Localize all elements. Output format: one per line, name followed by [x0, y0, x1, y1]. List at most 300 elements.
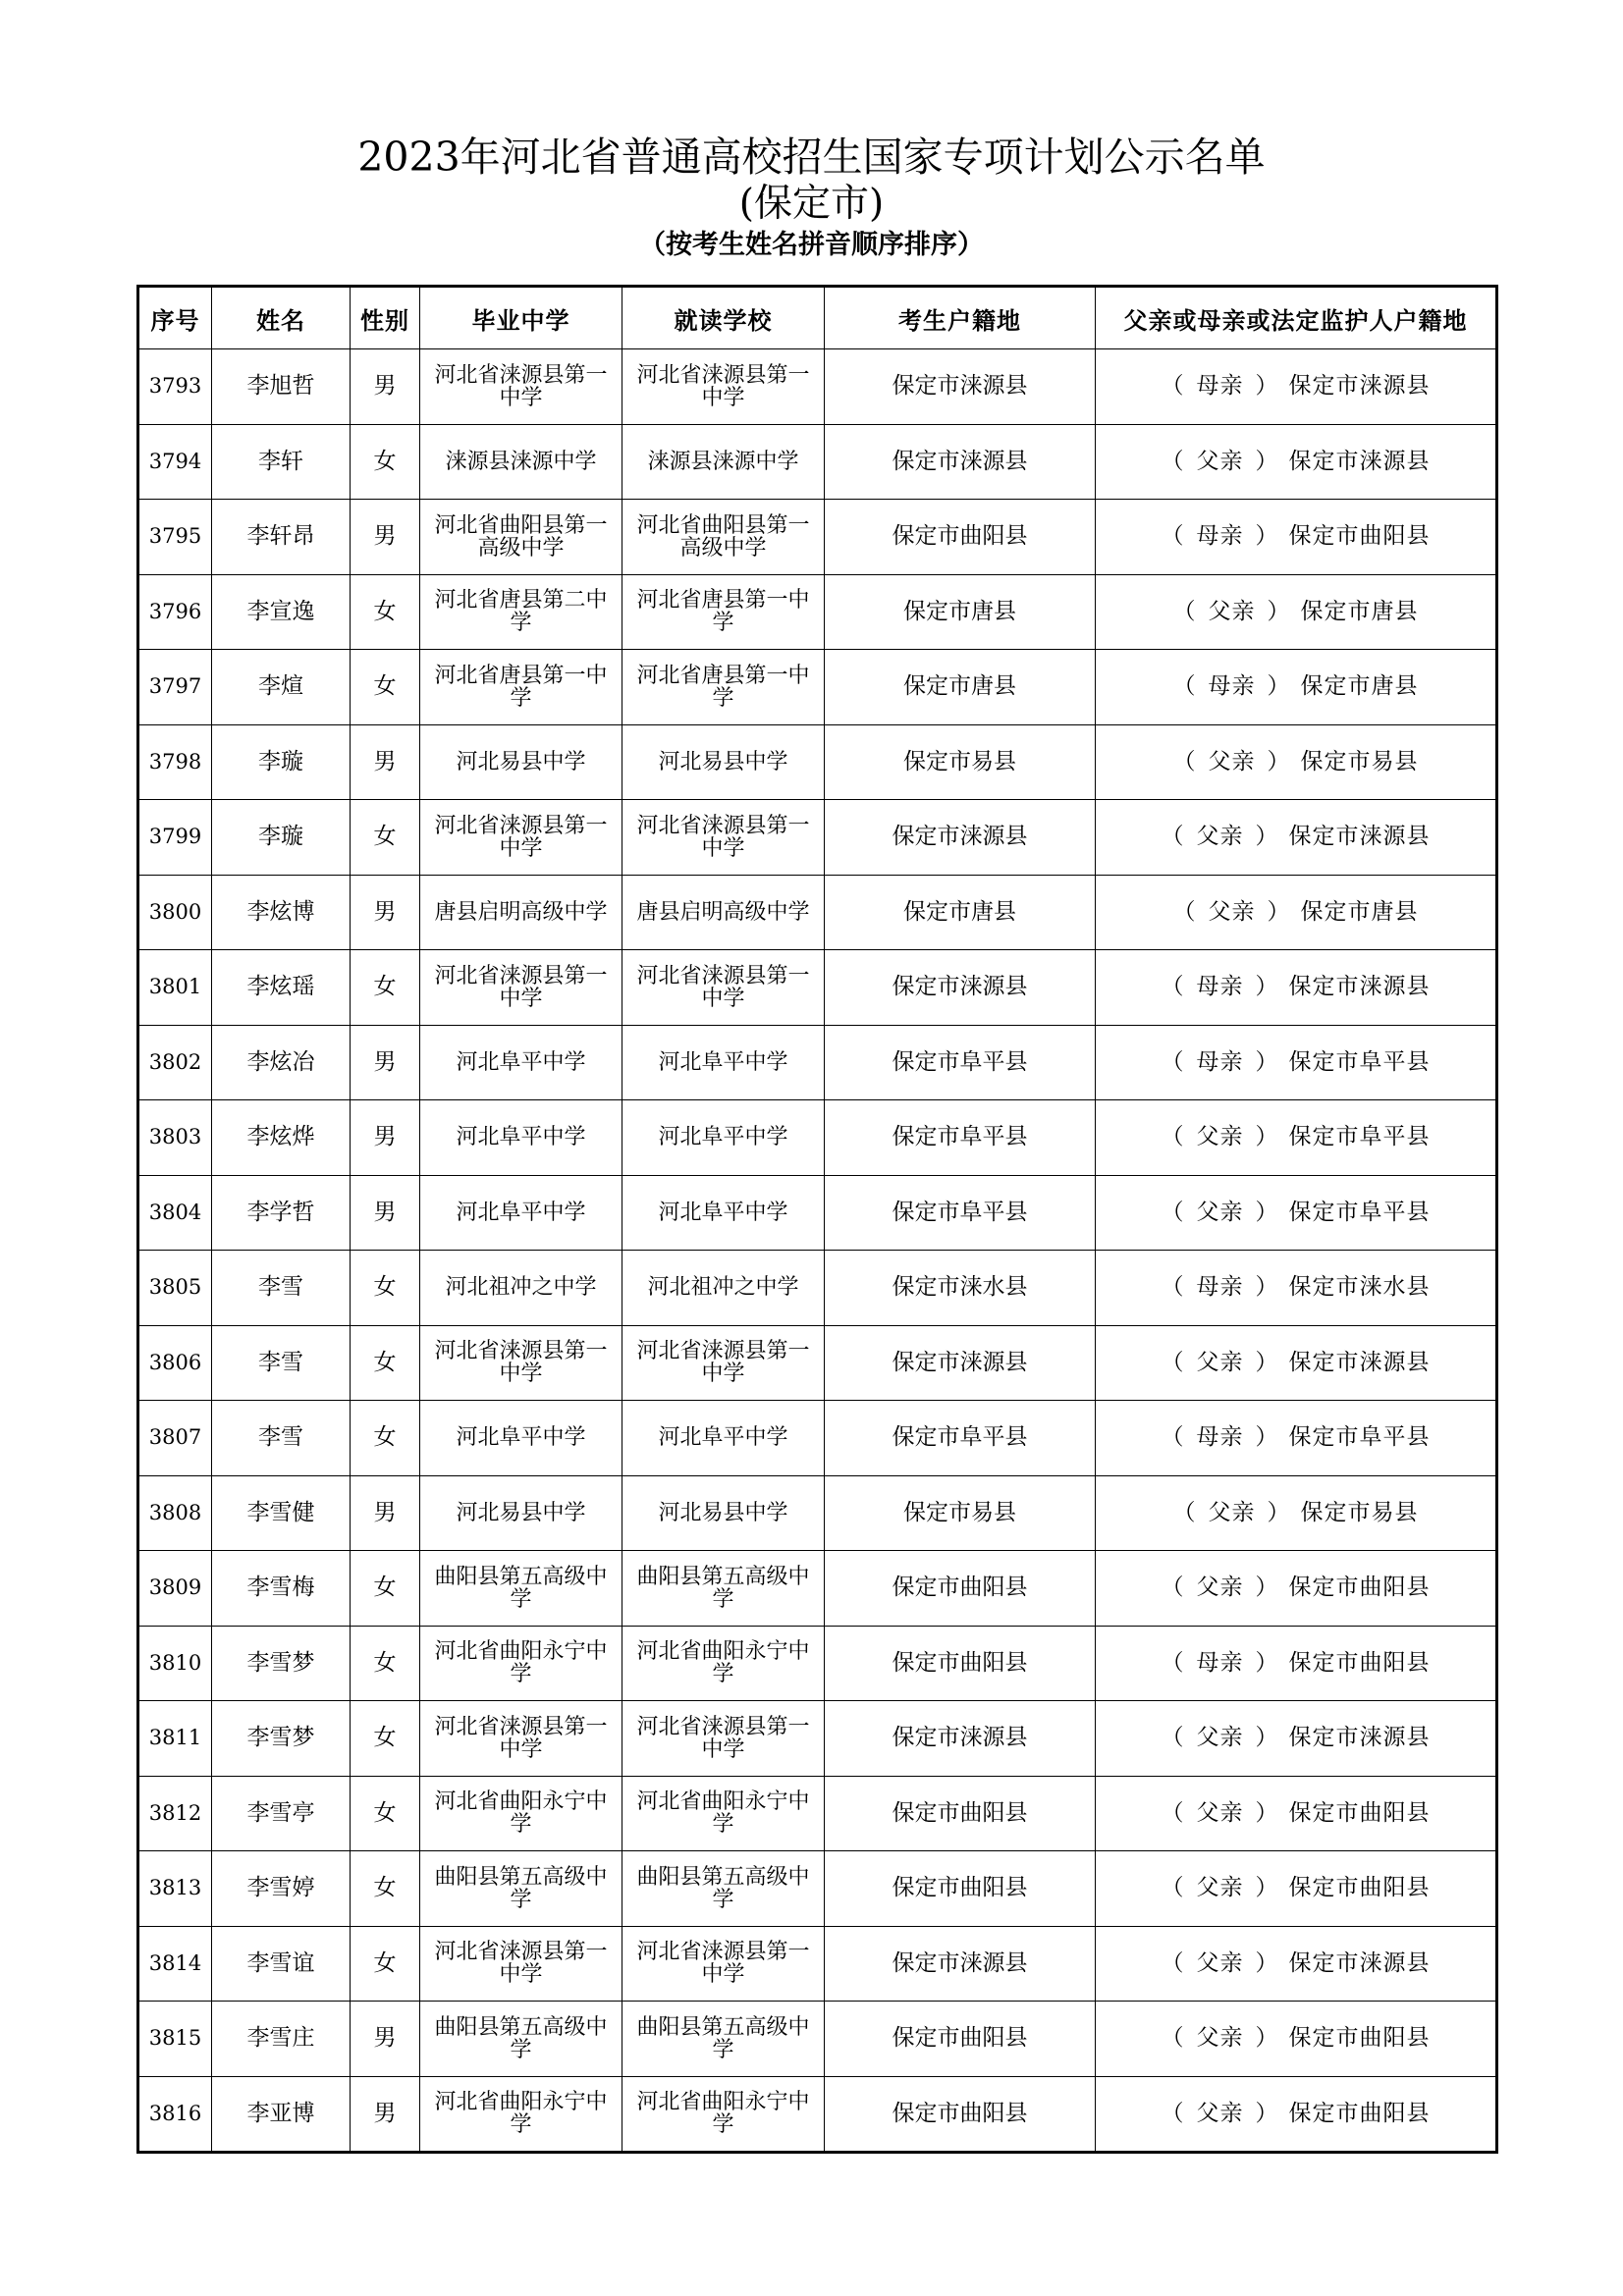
- cell-hukou: 保定市曲阳县: [825, 1776, 1096, 1851]
- parent-hukou-value: 保定市易县: [1300, 1499, 1419, 1525]
- cell-grad-school: 曲阳县第五高级中学: [420, 2002, 622, 2077]
- paren-open: （: [1161, 1424, 1185, 1451]
- paren-close: ）: [1255, 1649, 1279, 1676]
- cell-name: 李雪婷: [212, 1851, 351, 1927]
- cell-grad-school: 河北阜平中学: [420, 1175, 622, 1251]
- parent-hukou-value: 保定市阜平县: [1288, 1048, 1431, 1075]
- cell-name: 李煊: [212, 650, 351, 725]
- col-header-seq: 序号: [138, 287, 212, 349]
- cell-hukou: 保定市涞源县: [825, 424, 1096, 500]
- cell-grad-school: 河北省曲阳永宁中学: [420, 1776, 622, 1851]
- parent-hukou-value: 保定市曲阳县: [1288, 1649, 1431, 1676]
- cell-seq: 3804: [138, 1175, 212, 1251]
- col-header-parent-hukou: 父亲或母亲或法定监护人户籍地: [1096, 287, 1497, 349]
- cell-gender: 女: [351, 1701, 420, 1777]
- paren-close: ）: [1267, 898, 1291, 925]
- cell-current-school: 河北阜平中学: [622, 1401, 825, 1476]
- cell-gender: 男: [351, 500, 420, 575]
- relation-label: 母亲: [1196, 373, 1244, 400]
- cell-grad-school: 曲阳县第五高级中学: [420, 1551, 622, 1627]
- paren-close: ）: [1255, 1274, 1279, 1301]
- col-header-gender: 性别: [351, 287, 420, 349]
- cell-parent-hukou: [1096, 875, 1497, 950]
- parent-hukou-value: 保定市唐县: [1300, 598, 1419, 624]
- parent-hukou-value: 保定市涞源县: [1288, 1949, 1431, 1976]
- cell-seq: 3811: [138, 1701, 212, 1777]
- cell-seq: 3816: [138, 2076, 212, 2153]
- cell-current-school: 河北阜平中学: [622, 1100, 825, 1176]
- table-row: [138, 424, 1497, 500]
- table-row: [138, 800, 1497, 876]
- parent-hukou-value: 保定市曲阳县: [1288, 2025, 1431, 2052]
- parent-hukou-value: 保定市阜平县: [1288, 1424, 1431, 1451]
- cell-parent-hukou: [1096, 1325, 1497, 1401]
- table-row: [138, 349, 1497, 425]
- table-row: [138, 950, 1497, 1026]
- relation-label: 母亲: [1196, 1048, 1244, 1075]
- cell-name: 李旭哲: [212, 349, 351, 425]
- cell-current-school: 河北省曲阳永宁中学: [622, 2076, 825, 2153]
- table-row: [138, 1626, 1497, 1701]
- parent-hukou-value: 保定市阜平县: [1288, 1124, 1431, 1150]
- parent-hukou-value: 保定市涞源县: [1288, 1725, 1431, 1751]
- cell-seq: 3797: [138, 650, 212, 725]
- cell-gender: 女: [351, 1851, 420, 1927]
- cell-hukou: 保定市唐县: [825, 650, 1096, 725]
- cell-parent-hukou: [1096, 2076, 1497, 2153]
- paren-close: ）: [1255, 2025, 1279, 2052]
- cell-gender: 女: [351, 1325, 420, 1401]
- cell-gender: 女: [351, 1776, 420, 1851]
- cell-name: 李雪亭: [212, 1776, 351, 1851]
- table-row: [138, 1776, 1497, 1851]
- relation-label: 父亲: [1196, 1349, 1244, 1375]
- paren-open: （: [1161, 974, 1185, 1000]
- cell-name: 李宣逸: [212, 574, 351, 650]
- paren-open: （: [1161, 1725, 1185, 1751]
- paren-close: ）: [1267, 748, 1291, 774]
- cell-gender: 女: [351, 650, 420, 725]
- cell-current-school: 河北省涞源县第一中学: [622, 1701, 825, 1777]
- cell-parent-hukou: [1096, 1175, 1497, 1251]
- relation-label: 父亲: [1196, 2025, 1244, 2052]
- table-row: [138, 1401, 1497, 1476]
- cell-hukou: 保定市易县: [825, 1475, 1096, 1551]
- cell-seq: 3800: [138, 875, 212, 950]
- cell-seq: 3793: [138, 349, 212, 425]
- cell-name: 李雪: [212, 1251, 351, 1326]
- cell-name: 李雪梅: [212, 1551, 351, 1627]
- cell-name: 李璇: [212, 800, 351, 876]
- cell-seq: 3796: [138, 574, 212, 650]
- paren-open: （: [1161, 1575, 1185, 1601]
- paren-open: （: [1161, 824, 1185, 850]
- cell-hukou: 保定市涞水县: [825, 1251, 1096, 1326]
- paren-close: ）: [1255, 1875, 1279, 1901]
- cell-gender: 男: [351, 724, 420, 800]
- relation-label: 父亲: [1196, 2100, 1244, 2126]
- relation-label: 父亲: [1196, 1199, 1244, 1225]
- parent-hukou-value: 保定市曲阳县: [1288, 1875, 1431, 1901]
- page-subtitle: (保定市): [738, 182, 885, 226]
- relation-label: 父亲: [1196, 1949, 1244, 1976]
- cell-grad-school: 河北省涞源县第一中学: [420, 800, 622, 876]
- relation-label: 母亲: [1196, 974, 1244, 1000]
- cell-parent-hukou: [1096, 1475, 1497, 1551]
- cell-gender: 女: [351, 1551, 420, 1627]
- cell-grad-school: 河北省涞源县第一中学: [420, 1325, 622, 1401]
- cell-grad-school: 河北省曲阳县第一高级中学: [420, 500, 622, 575]
- cell-seq: 3803: [138, 1100, 212, 1176]
- paren-close: ）: [1255, 1124, 1279, 1150]
- paren-open: （: [1172, 673, 1197, 700]
- cell-parent-hukou: [1096, 650, 1497, 725]
- table-row: [138, 1475, 1497, 1551]
- cell-grad-school: 曲阳县第五高级中学: [420, 1851, 622, 1927]
- cell-current-school: 河北省曲阳永宁中学: [622, 1626, 825, 1701]
- cell-hukou: 保定市涞源县: [825, 1926, 1096, 2002]
- cell-hukou: 保定市涞源县: [825, 1701, 1096, 1777]
- cell-grad-school: 河北阜平中学: [420, 1100, 622, 1176]
- cell-grad-school: 河北易县中学: [420, 724, 622, 800]
- cell-name: 李轩昂: [212, 500, 351, 575]
- cell-seq: 3812: [138, 1776, 212, 1851]
- paren-open: （: [1172, 598, 1197, 624]
- relation-label: 父亲: [1196, 1575, 1244, 1601]
- cell-gender: 男: [351, 2002, 420, 2077]
- cell-gender: 女: [351, 800, 420, 876]
- cell-parent-hukou: [1096, 1701, 1497, 1777]
- col-header-grad-school: 毕业中学: [420, 287, 622, 349]
- relation-label: 母亲: [1208, 673, 1256, 700]
- cell-current-school: 河北省涞源县第一中学: [622, 1325, 825, 1401]
- table-row: [138, 2002, 1497, 2077]
- cell-hukou: 保定市阜平县: [825, 1401, 1096, 1476]
- cell-parent-hukou: [1096, 1251, 1497, 1326]
- parent-hukou-value: 保定市涞源县: [1288, 373, 1431, 400]
- cell-grad-school: 河北省涞源县第一中学: [420, 950, 622, 1026]
- relation-label: 父亲: [1196, 1799, 1244, 1826]
- parent-hukou-value: 保定市曲阳县: [1288, 2100, 1431, 2126]
- cell-grad-school: 河北阜平中学: [420, 1025, 622, 1100]
- page-title: 2023年河北省普通高校招生国家专项计划公示名单: [357, 133, 1266, 181]
- cell-current-school: 河北省涞源县第一中学: [622, 1926, 825, 2002]
- cell-gender: 女: [351, 574, 420, 650]
- cell-grad-school: 河北祖冲之中学: [420, 1251, 622, 1326]
- cell-gender: 男: [351, 1100, 420, 1176]
- cell-grad-school: 河北阜平中学: [420, 1401, 622, 1476]
- table-row: [138, 1175, 1497, 1251]
- cell-seq: 3801: [138, 950, 212, 1026]
- cell-current-school: 河北省唐县第一中学: [622, 574, 825, 650]
- cell-parent-hukou: [1096, 500, 1497, 575]
- parent-hukou-value: 保定市阜平县: [1288, 1199, 1431, 1225]
- cell-name: 李雪谊: [212, 1926, 351, 2002]
- cell-current-school: 唐县启明高级中学: [622, 875, 825, 950]
- cell-current-school: 河北阜平中学: [622, 1175, 825, 1251]
- relation-label: 父亲: [1196, 1875, 1244, 1901]
- paren-close: ）: [1255, 448, 1279, 474]
- paren-open: （: [1161, 2100, 1185, 2126]
- col-header-hukou: 考生户籍地: [825, 287, 1096, 349]
- cell-name: 李炫冶: [212, 1025, 351, 1100]
- cell-hukou: 保定市涞源县: [825, 349, 1096, 425]
- parent-hukou-value: 保定市涞源县: [1288, 448, 1431, 474]
- paren-close: ）: [1255, 1575, 1279, 1601]
- cell-parent-hukou: [1096, 724, 1497, 800]
- cell-parent-hukou: [1096, 950, 1497, 1026]
- table-row: [138, 1100, 1497, 1176]
- paren-open: （: [1161, 2025, 1185, 2052]
- cell-grad-school: 唐县启明高级中学: [420, 875, 622, 950]
- cell-grad-school: 涞源县涞源中学: [420, 424, 622, 500]
- relation-label: 父亲: [1196, 448, 1244, 474]
- relation-label: 父亲: [1208, 898, 1256, 925]
- parent-hukou-value: 保定市唐县: [1300, 898, 1419, 925]
- cell-hukou: 保定市曲阳县: [825, 2076, 1096, 2153]
- relation-label: 父亲: [1208, 748, 1256, 774]
- cell-current-school: 河北省涞源县第一中学: [622, 950, 825, 1026]
- paren-open: （: [1161, 1799, 1185, 1826]
- cell-hukou: 保定市曲阳县: [825, 1626, 1096, 1701]
- parent-hukou-value: 保定市曲阳县: [1288, 523, 1431, 550]
- cell-seq: 3794: [138, 424, 212, 500]
- relation-label: 父亲: [1196, 1725, 1244, 1751]
- cell-parent-hukou: [1096, 1551, 1497, 1627]
- parent-hukou-value: 保定市曲阳县: [1288, 1799, 1431, 1826]
- col-header-current-school: 就读学校: [622, 287, 825, 349]
- table-row: [138, 1851, 1497, 1927]
- table-row: [138, 1551, 1497, 1627]
- cell-name: 李雪: [212, 1401, 351, 1476]
- cell-seq: 3802: [138, 1025, 212, 1100]
- cell-seq: 3806: [138, 1325, 212, 1401]
- parent-hukou-value: 保定市唐县: [1300, 673, 1419, 700]
- cell-gender: 男: [351, 1025, 420, 1100]
- cell-gender: 男: [351, 1475, 420, 1551]
- cell-name: 李炫瑶: [212, 950, 351, 1026]
- paren-open: （: [1161, 1048, 1185, 1075]
- cell-current-school: 河北易县中学: [622, 724, 825, 800]
- paren-open: （: [1161, 1274, 1185, 1301]
- cell-gender: 女: [351, 424, 420, 500]
- cell-parent-hukou: [1096, 2002, 1497, 2077]
- relation-label: 母亲: [1196, 523, 1244, 550]
- paren-close: ）: [1255, 2100, 1279, 2126]
- paren-close: ）: [1255, 373, 1279, 400]
- parent-hukou-value: 保定市曲阳县: [1288, 1575, 1431, 1601]
- paren-close: ）: [1255, 1048, 1279, 1075]
- cell-gender: 男: [351, 875, 420, 950]
- cell-name: 李雪健: [212, 1475, 351, 1551]
- paren-close: ）: [1255, 974, 1279, 1000]
- paren-open: （: [1161, 523, 1185, 550]
- paren-open: （: [1161, 1124, 1185, 1150]
- cell-hukou: 保定市曲阳县: [825, 1551, 1096, 1627]
- paren-open: （: [1172, 898, 1197, 925]
- cell-current-school: 河北阜平中学: [622, 1025, 825, 1100]
- cell-hukou: 保定市涞源县: [825, 800, 1096, 876]
- paren-close: ）: [1255, 1424, 1279, 1451]
- roster-table: [136, 285, 1498, 2154]
- paren-close: ）: [1255, 1949, 1279, 1976]
- cell-name: 李雪庄: [212, 2002, 351, 2077]
- cell-hukou: 保定市易县: [825, 724, 1096, 800]
- paren-close: ）: [1255, 824, 1279, 850]
- cell-gender: 女: [351, 1926, 420, 2002]
- cell-parent-hukou: [1096, 1100, 1497, 1176]
- paren-close: ）: [1255, 1725, 1279, 1751]
- cell-name: 李亚博: [212, 2076, 351, 2153]
- cell-current-school: 涞源县涞源中学: [622, 424, 825, 500]
- cell-grad-school: 河北省涞源县第一中学: [420, 349, 622, 425]
- relation-label: 母亲: [1196, 1649, 1244, 1676]
- parent-hukou-value: 保定市涞源县: [1288, 974, 1431, 1000]
- cell-parent-hukou: [1096, 349, 1497, 425]
- cell-current-school: 河北祖冲之中学: [622, 1251, 825, 1326]
- parent-hukou-value: 保定市涞源县: [1288, 1349, 1431, 1375]
- roster-body: [138, 349, 1497, 2153]
- header-row: [138, 287, 1497, 349]
- cell-name: 李轩: [212, 424, 351, 500]
- cell-name: 李雪梦: [212, 1701, 351, 1777]
- table-row: [138, 1926, 1497, 2002]
- cell-seq: 3807: [138, 1401, 212, 1476]
- cell-hukou: 保定市阜平县: [825, 1025, 1096, 1100]
- table-row: [138, 2076, 1497, 2153]
- cell-hukou: 保定市曲阳县: [825, 1851, 1096, 1927]
- cell-gender: 男: [351, 2076, 420, 2153]
- cell-current-school: 河北省曲阳县第一高级中学: [622, 500, 825, 575]
- cell-parent-hukou: [1096, 1926, 1497, 2002]
- cell-grad-school: 河北省唐县第一中学: [420, 650, 622, 725]
- paren-close: ）: [1267, 673, 1291, 700]
- cell-grad-school: 河北省曲阳永宁中学: [420, 1626, 622, 1701]
- cell-gender: 男: [351, 1175, 420, 1251]
- cell-gender: 女: [351, 950, 420, 1026]
- col-header-name: 姓名: [212, 287, 351, 349]
- cell-parent-hukou: [1096, 1776, 1497, 1851]
- cell-seq: 3815: [138, 2002, 212, 2077]
- cell-parent-hukou: [1096, 1401, 1497, 1476]
- paren-close: ）: [1267, 1499, 1291, 1525]
- cell-hukou: 保定市唐县: [825, 875, 1096, 950]
- cell-grad-school: 河北易县中学: [420, 1475, 622, 1551]
- paren-open: （: [1161, 1875, 1185, 1901]
- paren-open: （: [1161, 1649, 1185, 1676]
- cell-name: 李雪梦: [212, 1626, 351, 1701]
- cell-current-school: 河北省唐县第一中学: [622, 650, 825, 725]
- parent-hukou-value: 保定市涞水县: [1288, 1274, 1431, 1301]
- cell-current-school: 曲阳县第五高级中学: [622, 1851, 825, 1927]
- cell-gender: 女: [351, 1626, 420, 1701]
- cell-seq: 3799: [138, 800, 212, 876]
- cell-parent-hukou: [1096, 1025, 1497, 1100]
- cell-current-school: 河北易县中学: [622, 1475, 825, 1551]
- table-row: [138, 1025, 1497, 1100]
- cell-parent-hukou: [1096, 1626, 1497, 1701]
- sort-note: （按考生姓名拼音顺序排序）: [639, 230, 984, 260]
- paren-open: （: [1161, 448, 1185, 474]
- paren-close: ）: [1255, 1349, 1279, 1375]
- relation-label: 父亲: [1208, 1499, 1256, 1525]
- relation-label: 母亲: [1196, 1424, 1244, 1451]
- cell-gender: 女: [351, 1401, 420, 1476]
- cell-grad-school: 河北省唐县第二中学: [420, 574, 622, 650]
- table-row: [138, 1701, 1497, 1777]
- cell-seq: 3808: [138, 1475, 212, 1551]
- table-row: [138, 875, 1497, 950]
- paren-close: ）: [1267, 598, 1291, 624]
- relation-label: 父亲: [1196, 1124, 1244, 1150]
- paren-close: ）: [1255, 523, 1279, 550]
- table-row: [138, 1325, 1497, 1401]
- paren-open: （: [1172, 1499, 1197, 1525]
- paren-close: ）: [1255, 1199, 1279, 1225]
- relation-label: 父亲: [1208, 598, 1256, 624]
- relation-label: 母亲: [1196, 1274, 1244, 1301]
- cell-grad-school: 河北省涞源县第一中学: [420, 1926, 622, 2002]
- cell-current-school: 河北省涞源县第一中学: [622, 349, 825, 425]
- table-row: [138, 574, 1497, 650]
- relation-label: 父亲: [1196, 824, 1244, 850]
- paren-open: （: [1161, 1199, 1185, 1225]
- parent-hukou-value: 保定市涞源县: [1288, 824, 1431, 850]
- table-row: [138, 500, 1497, 575]
- table-row: [138, 1251, 1497, 1326]
- cell-seq: 3805: [138, 1251, 212, 1326]
- cell-name: 李炫烨: [212, 1100, 351, 1176]
- cell-hukou: 保定市曲阳县: [825, 2002, 1096, 2077]
- cell-hukou: 保定市阜平县: [825, 1100, 1096, 1176]
- cell-hukou: 保定市涞源县: [825, 1325, 1096, 1401]
- cell-gender: 男: [351, 349, 420, 425]
- cell-parent-hukou: [1096, 1851, 1497, 1927]
- paren-close: ）: [1255, 1799, 1279, 1826]
- cell-hukou: 保定市阜平县: [825, 1175, 1096, 1251]
- cell-name: 李璇: [212, 724, 351, 800]
- cell-parent-hukou: [1096, 800, 1497, 876]
- cell-seq: 3813: [138, 1851, 212, 1927]
- cell-gender: 女: [351, 1251, 420, 1326]
- cell-current-school: 曲阳县第五高级中学: [622, 2002, 825, 2077]
- cell-hukou: 保定市唐县: [825, 574, 1096, 650]
- cell-hukou: 保定市曲阳县: [825, 500, 1096, 575]
- paren-open: （: [1161, 1949, 1185, 1976]
- cell-current-school: 河北省曲阳永宁中学: [622, 1776, 825, 1851]
- table-row: [138, 650, 1497, 725]
- cell-name: 李雪: [212, 1325, 351, 1401]
- cell-current-school: 河北省涞源县第一中学: [622, 800, 825, 876]
- cell-grad-school: 河北省曲阳永宁中学: [420, 2076, 622, 2153]
- cell-parent-hukou: [1096, 424, 1497, 500]
- paren-open: （: [1161, 1349, 1185, 1375]
- cell-name: 李炫博: [212, 875, 351, 950]
- cell-parent-hukou: [1096, 574, 1497, 650]
- cell-seq: 3795: [138, 500, 212, 575]
- cell-seq: 3798: [138, 724, 212, 800]
- cell-seq: 3809: [138, 1551, 212, 1627]
- paren-open: （: [1172, 748, 1197, 774]
- cell-seq: 3810: [138, 1626, 212, 1701]
- cell-current-school: 曲阳县第五高级中学: [622, 1551, 825, 1627]
- cell-seq: 3814: [138, 1926, 212, 2002]
- paren-open: （: [1161, 373, 1185, 400]
- cell-hukou: 保定市涞源县: [825, 950, 1096, 1026]
- cell-name: 李学哲: [212, 1175, 351, 1251]
- table-row: [138, 724, 1497, 800]
- cell-grad-school: 河北省涞源县第一中学: [420, 1701, 622, 1777]
